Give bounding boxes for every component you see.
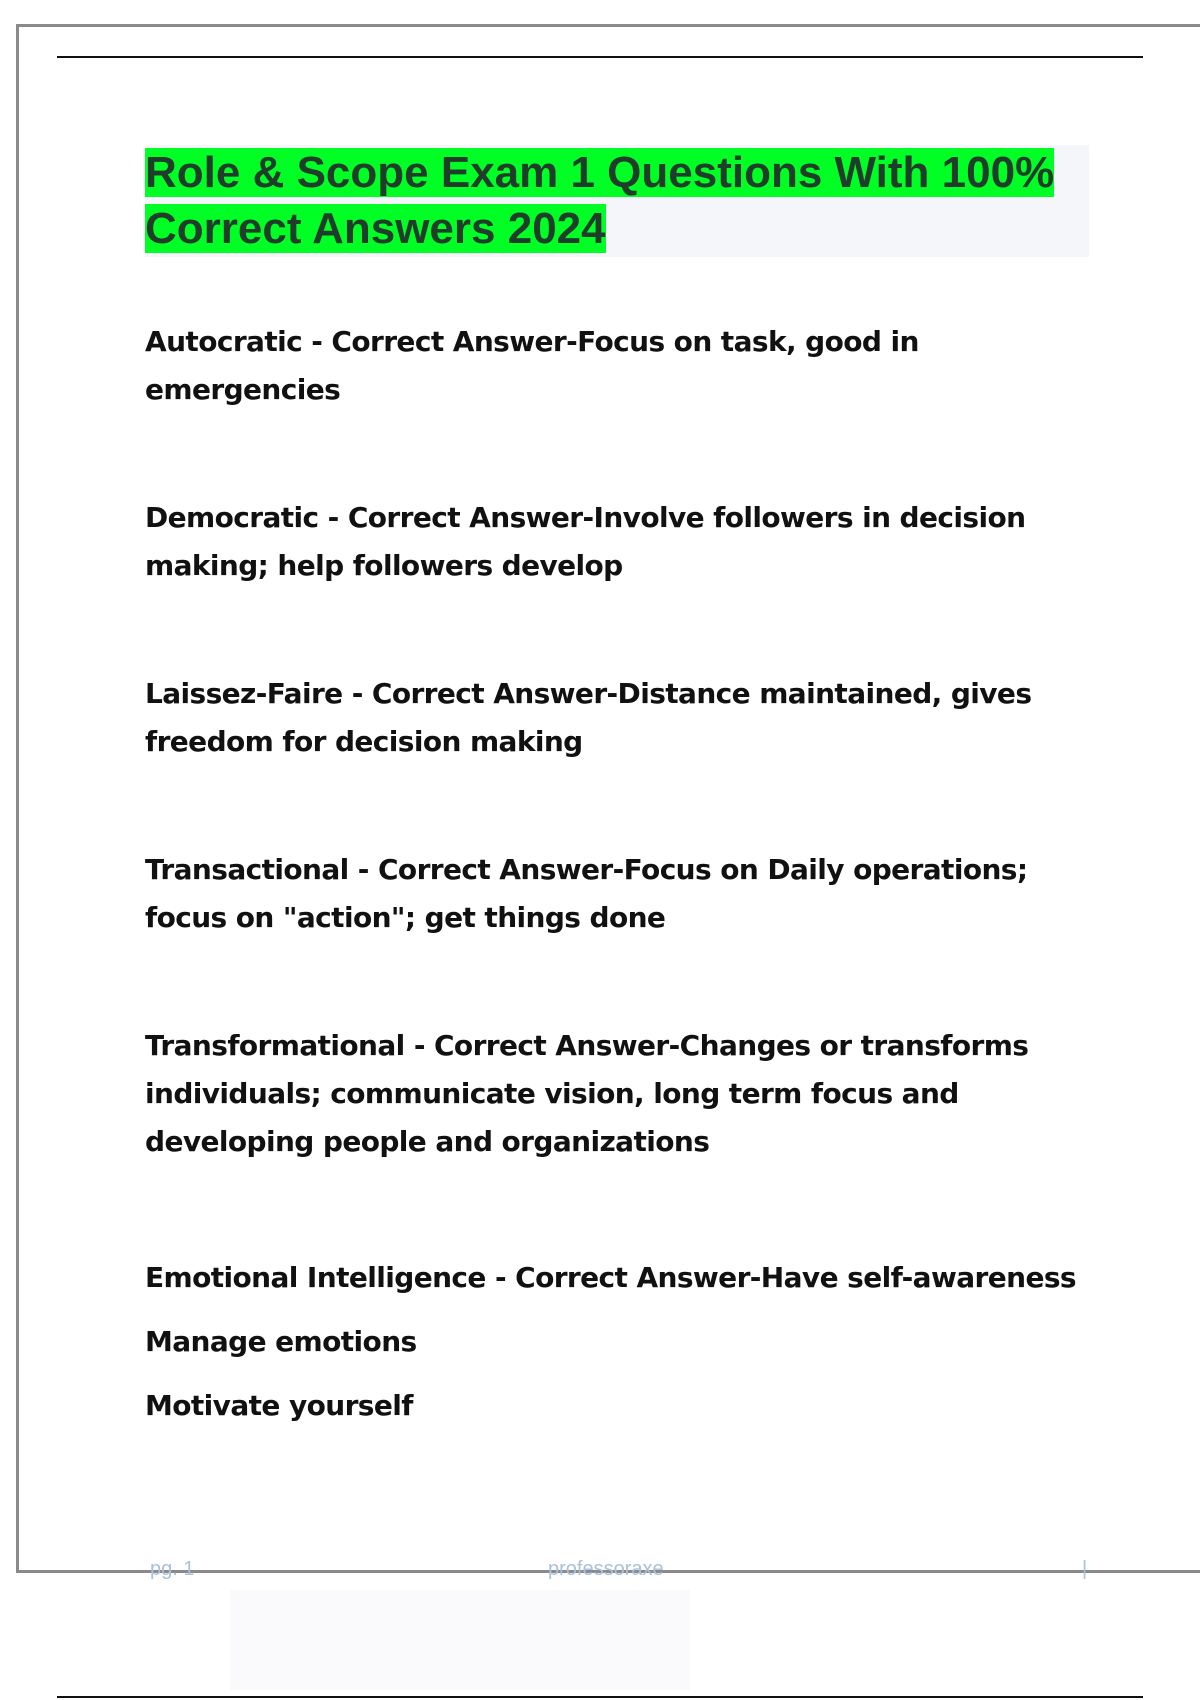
answer-line: Laissez-Faire - Correct Answer-Distance maintained, gives bbox=[145, 677, 1032, 710]
answer-entry-autocratic bbox=[145, 318, 1095, 414]
answer-entry-democratic bbox=[145, 494, 1095, 590]
answer-list bbox=[145, 318, 1095, 1518]
document-title-text: Role & Scope Exam 1 Questions With 100% Correct Answers 2024 bbox=[145, 148, 1055, 253]
answer-line: Emotional Intelligence - Correct Answer-Have self-awareness bbox=[145, 1261, 1076, 1294]
page-frame-top bbox=[16, 24, 1200, 27]
watermark-area bbox=[230, 1590, 690, 1690]
footer-separator: | bbox=[1082, 1558, 1088, 1580]
answer-line: Transformational - Correct Answer-Changes or transforms bbox=[145, 1029, 1029, 1062]
header-rule bbox=[57, 56, 1143, 58]
answer-line: individuals; communicate vision, long term focus and bbox=[145, 1077, 959, 1110]
answer-entry-transactional bbox=[145, 846, 1095, 942]
answer-line: freedom for decision making bbox=[145, 725, 583, 758]
page-footer bbox=[0, 1558, 1200, 1584]
title-block bbox=[145, 145, 1089, 257]
footer-author: professoraxe bbox=[548, 1558, 664, 1580]
answer-line: Transactional - Correct Answer-Focus on Daily operations; bbox=[145, 853, 1028, 886]
answer-line: Democratic - Correct Answer-Involve followers in decision bbox=[145, 501, 1026, 534]
answer-line: focus on "action"; get things done bbox=[145, 901, 666, 934]
answer-line: emergencies bbox=[145, 373, 341, 406]
next-page-header-rule bbox=[57, 1696, 1143, 1698]
answer-line: Motivate yourself bbox=[145, 1389, 413, 1422]
document-title bbox=[145, 145, 1089, 257]
answer-line: developing people and organizations bbox=[145, 1125, 710, 1158]
answer-entry-transformational bbox=[145, 1022, 1095, 1166]
answer-line: Manage emotions bbox=[145, 1325, 417, 1358]
answer-entry-laissez-faire bbox=[145, 670, 1095, 766]
answer-line: Autocratic - Correct Answer-Focus on task, good in bbox=[145, 325, 919, 358]
answer-line: making; help followers develop bbox=[145, 549, 623, 582]
answer-entry-emotional-intelligence bbox=[145, 1246, 1095, 1438]
footer-page-number: pg. 1 bbox=[150, 1558, 195, 1580]
page-frame-left bbox=[16, 24, 19, 1572]
